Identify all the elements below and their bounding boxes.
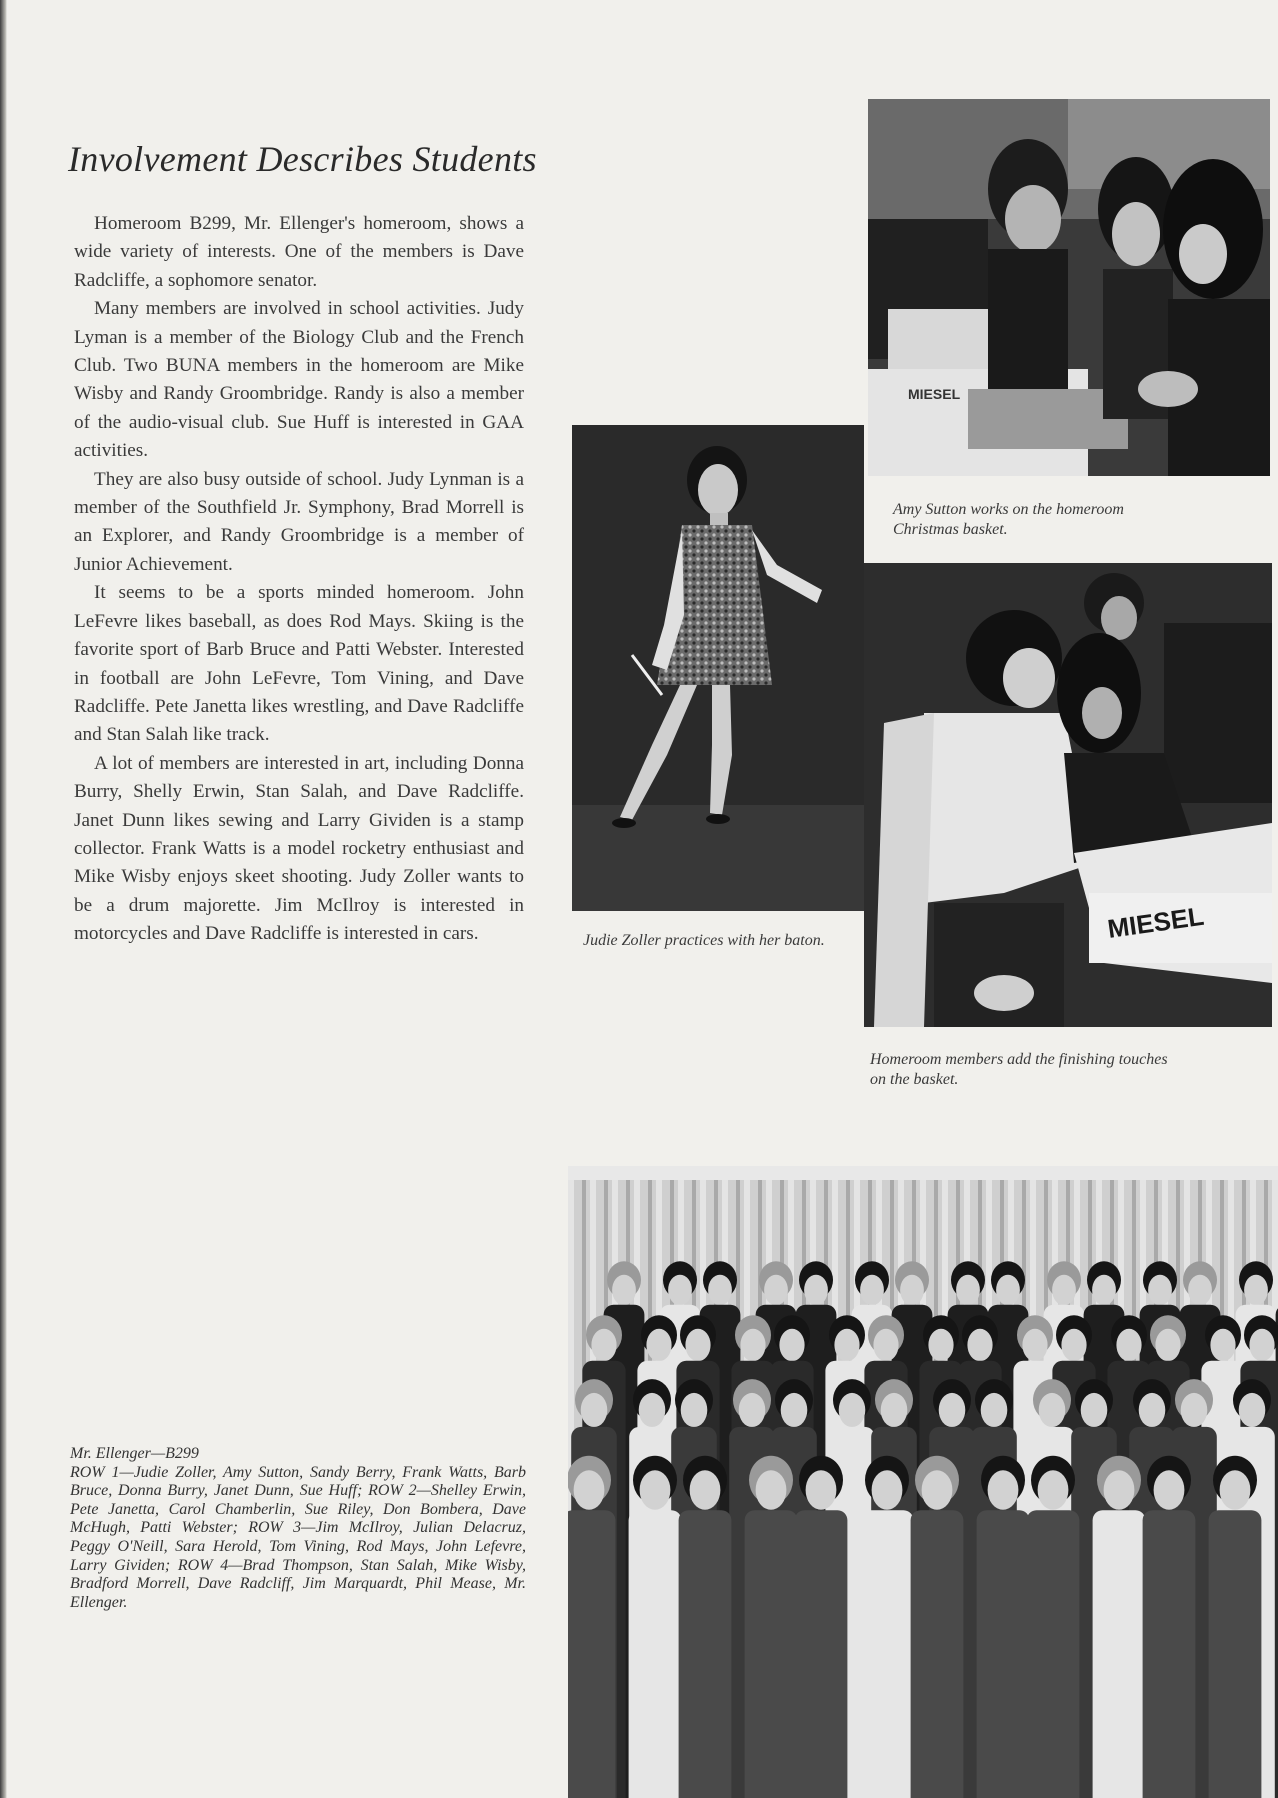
roster-heading: Mr. Ellenger—B299 <box>70 1445 199 1462</box>
roster-names: ROW 1—Judie Zoller, Amy Sutton, Sandy Berry, Frank Watts, Barb Bruce, Donna Burry, Janet Dunn, Sue Huff; ROW 2—Shelley Erwin, Pete Janetta, Carol Chamberlin, Sue Riley, Don Bombera, Dave McHugh, Patti Webster; ROW 3—Jim McIlroy, Julian Delacruz, Peggy O'Neill, Sara Herold, Tom Vining, Rod Mays, John Lefevre, Larry Gividen; ROW 4—Brad Thompson, Stan Salah, Mike Wisby, Bradford Morrell, Dave Radcliff, Jim Marquardt, Phil Mease, Mr. Ellenger. <box>70 1463 526 1611</box>
article-paragraph: A lot of members are interested in art, including Donna Burry, Shelly Erwin, Stan Salah, and Dave Radcliffe. Janet Dunn likes sewing and Larry Gividen is a stamp collector. Frank Watts is a model rocketry enthusiast and Mike Wisby enjoys skeet shooting. Judy Zoller wants to be a drum majorette. Jim McIlroy is interested in motorcycles and Dave Radcliffe is interested in cars. <box>74 752 524 945</box>
photo-baton <box>572 425 864 911</box>
caption-baton: Judie Zoller practices with her baton. <box>583 932 825 949</box>
article-paragraph: They are also busy outside of school. Judy Lynman is a member of the Southfield Jr. Symphony, Brad Morrell is an Explorer, and Randy Groombridge is a member of Junior Achievement. <box>74 468 524 575</box>
article-title: Involvement Describes Students <box>68 139 537 179</box>
article-body <box>74 210 524 949</box>
caption-basket-top: Amy Sutton works on the homeroom Christmas basket. <box>893 501 1124 538</box>
article-paragraph: Many members are involved in school activities. Judy Lyman is a member of the Biology Club and the French Club. Two BUNA members in the homeroom are Mike Wisby and Randy Groombridge. Randy is also a member of the audio-visual club. Sue Huff is interested in GAA activities. <box>74 298 524 462</box>
photo-crate-label: MIESEL <box>1105 900 1206 944</box>
photo-basket-bottom <box>864 563 1272 1027</box>
article-paragraph: Homeroom B299, Mr. Ellenger's homeroom, shows a wide variety of interests. One of the members is Dave Radcliffe, a sophomore senator. <box>74 213 524 291</box>
article-paragraph: It seems to be a sports minded homeroom. John LeFevre likes baseball, as does Rod Mays. Skiing is the favorite sport of Barb Bruce and Patti Webster. Interested in football are John LeFevre, Tom Vining, and Dave Radcliffe. Pete Janetta likes wrestling, and Dave Radcliffe and Stan Salah like track. <box>74 582 524 746</box>
page-binding-edge <box>0 0 7 1798</box>
roster-caption <box>70 1445 526 1612</box>
photo-basket-top <box>868 99 1270 476</box>
photo-homeroom-group <box>568 1166 1278 1798</box>
photo-box-label: MIESEL <box>908 386 961 402</box>
caption-basket-bottom: Homeroom members add the finishing touches on the basket. <box>870 1051 1168 1088</box>
